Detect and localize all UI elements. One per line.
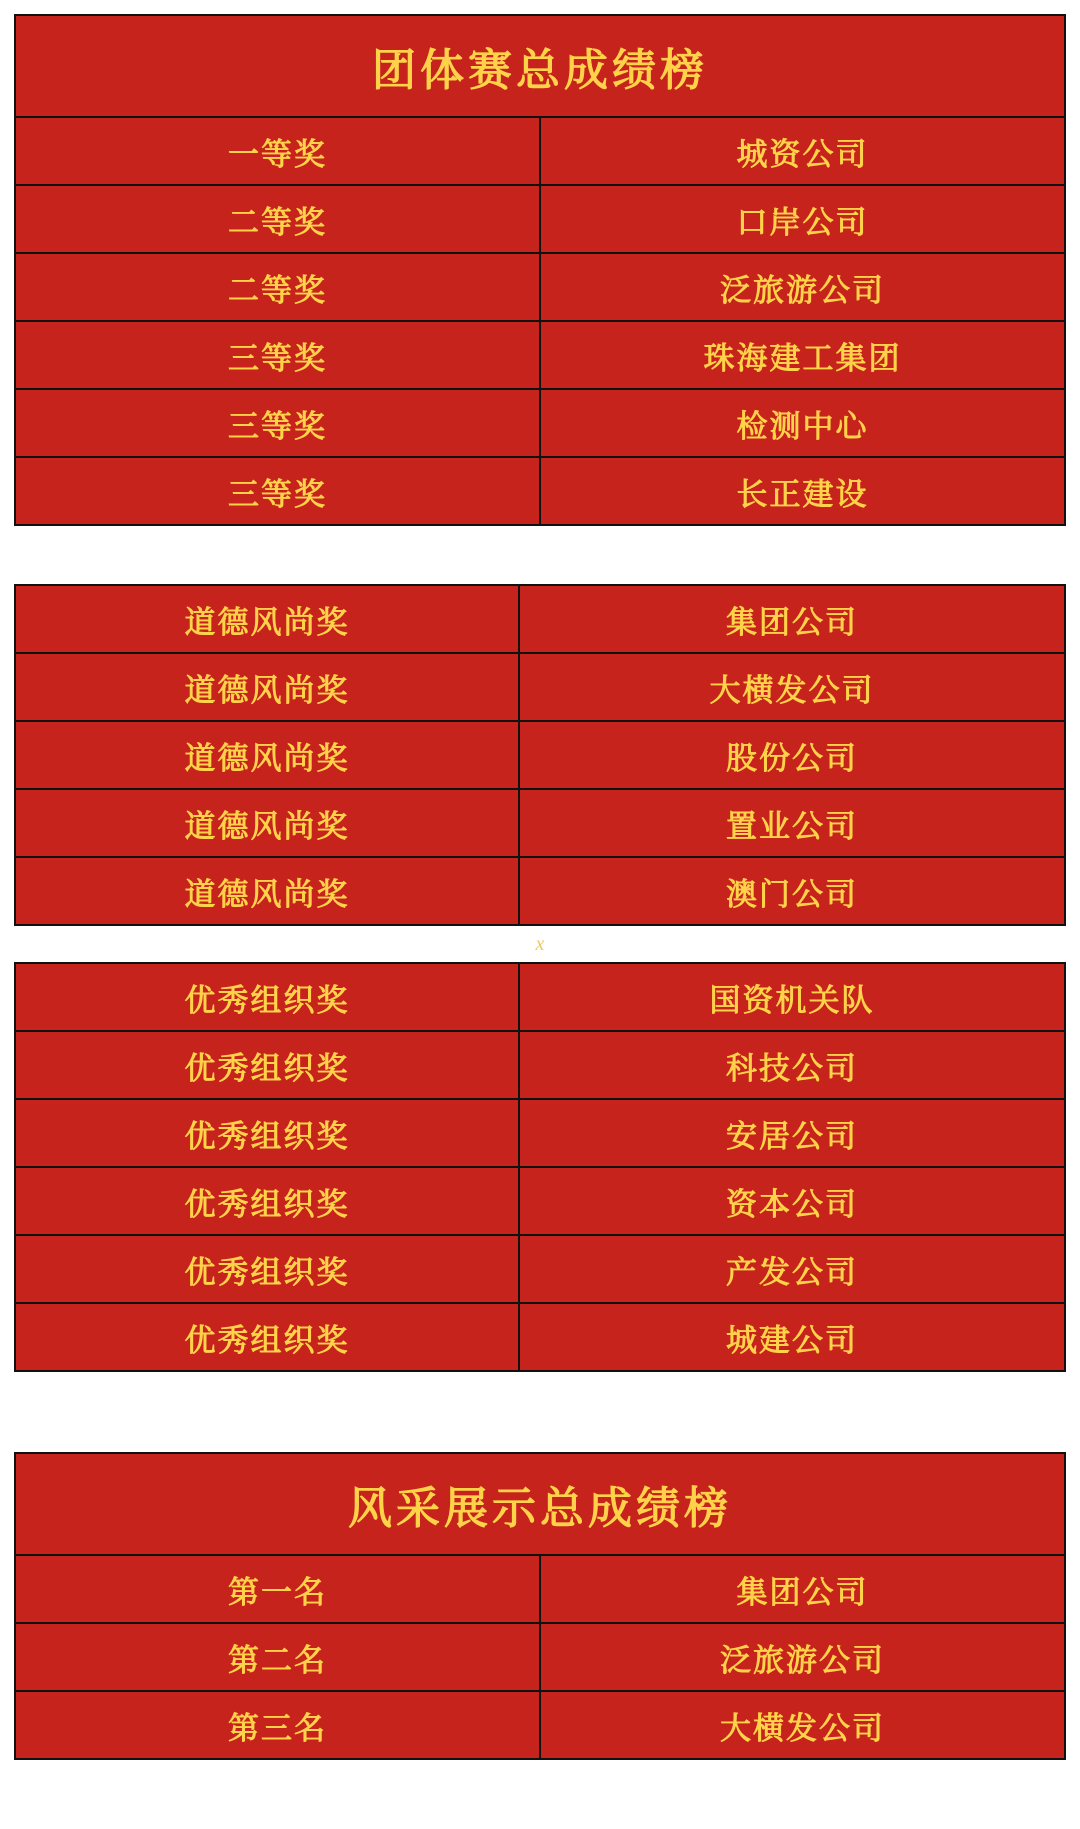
team-cell: 泛旅游公司 [540,1623,1065,1691]
award-cell: 道德风尚奖 [15,857,519,925]
team-cell: 大横发公司 [540,1691,1065,1759]
team-cell: 城资公司 [540,117,1065,185]
team-cell: 口岸公司 [540,185,1065,253]
table-row [15,253,1065,321]
award-cell: 第二名 [15,1623,540,1691]
team-cell: 检测中心 [540,389,1065,457]
section-showcase-total-scores [14,1452,1066,1760]
table-row [15,185,1065,253]
award-cell: 道德风尚奖 [15,653,519,721]
team-cell: 国资机关队 [519,963,1065,1031]
section-gap [14,526,1066,584]
table-row [15,857,1065,925]
team-cell: 置业公司 [519,789,1065,857]
table-row [15,1555,1065,1623]
award-cell: 优秀组织奖 [15,1235,519,1303]
section-title: 团体赛总成绩榜 [15,15,1065,117]
table-row [15,1235,1065,1303]
table-row [15,1167,1065,1235]
section-organization-awards [14,962,1066,1372]
award-cell: 优秀组织奖 [15,1303,519,1371]
team-cell: 集团公司 [519,585,1065,653]
award-cell: 三等奖 [15,457,540,525]
team-cell: 股份公司 [519,721,1065,789]
table-row [15,963,1065,1031]
team-cell: 科技公司 [519,1031,1065,1099]
award-cell: 第三名 [15,1691,540,1759]
team-cell: 安居公司 [519,1099,1065,1167]
section-title: 风采展示总成绩榜 [15,1453,1065,1555]
award-cell: 二等奖 [15,185,540,253]
table-row [15,653,1065,721]
table-title-row [15,1453,1065,1555]
award-cell: 三等奖 [15,389,540,457]
table-row [15,1691,1065,1759]
award-cell: 二等奖 [15,253,540,321]
table-row [15,457,1065,525]
section-team-total-scores [14,14,1066,526]
award-cell: 优秀组织奖 [15,1099,519,1167]
table-row [15,1031,1065,1099]
table-row [15,585,1065,653]
team-cell: 大横发公司 [519,653,1065,721]
award-cell: 道德风尚奖 [15,721,519,789]
team-cell: 资本公司 [519,1167,1065,1235]
table-row [15,1099,1065,1167]
table-row [15,321,1065,389]
section-moral-awards [14,584,1066,926]
award-cell: 优秀组织奖 [15,1167,519,1235]
section-gap [14,1372,1066,1452]
table-row [15,1623,1065,1691]
award-cell: 道德风尚奖 [15,585,519,653]
table-row [15,1303,1065,1371]
team-cell: 泛旅游公司 [540,253,1065,321]
top-spacer [14,0,1066,14]
team-cell: 城建公司 [519,1303,1065,1371]
award-cell: 优秀组织奖 [15,963,519,1031]
stray-mark: x [535,933,545,955]
team-cell: 澳门公司 [519,857,1065,925]
table-row [15,117,1065,185]
award-cell: 三等奖 [15,321,540,389]
table-row [15,789,1065,857]
table-row [15,721,1065,789]
table-row [15,389,1065,457]
team-cell: 集团公司 [540,1555,1065,1623]
award-cell: 一等奖 [15,117,540,185]
team-cell: 珠海建工集团 [540,321,1065,389]
award-cell: 优秀组织奖 [15,1031,519,1099]
team-cell: 产发公司 [519,1235,1065,1303]
award-cell: 道德风尚奖 [15,789,519,857]
table-title-row [15,15,1065,117]
team-cell: 长正建设 [540,457,1065,525]
award-cell: 第一名 [15,1555,540,1623]
